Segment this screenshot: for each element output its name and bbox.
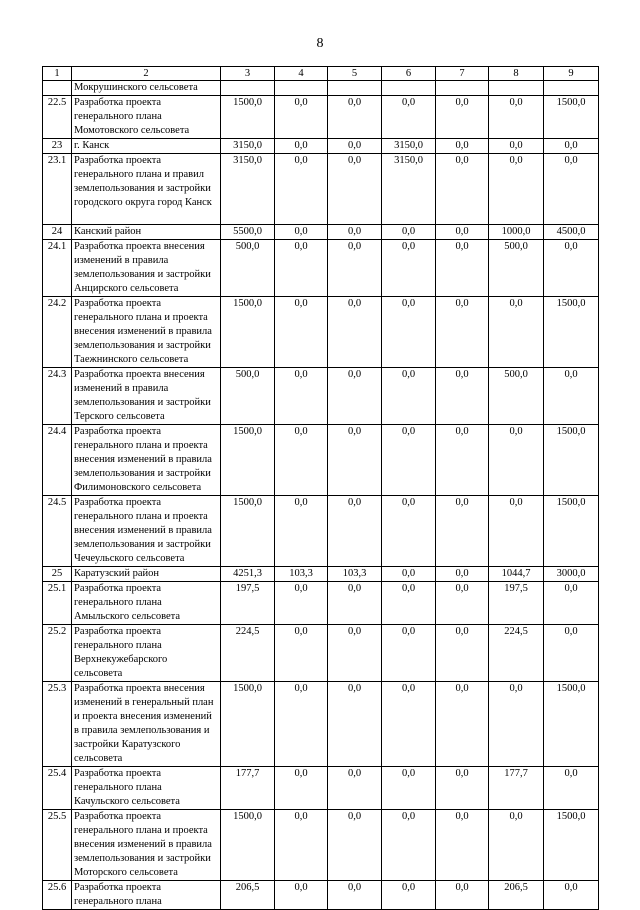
value-cell: 0,0 [382, 767, 436, 810]
value-cell: 0,0 [436, 810, 489, 881]
value-cell: 1500,0 [221, 810, 275, 881]
value-cell: 0,0 [382, 496, 436, 567]
value-cell: 0,0 [382, 297, 436, 368]
value-cell: 0,0 [489, 682, 544, 767]
value-cell: 500,0 [489, 368, 544, 425]
table-row [43, 582, 599, 625]
row-number: 25.2 [43, 625, 72, 682]
value-cell: 4251,3 [221, 567, 275, 582]
value-cell: 3150,0 [221, 139, 275, 154]
header-row [43, 67, 599, 81]
row-number: 23 [43, 139, 72, 154]
value-cell: 0,0 [328, 139, 382, 154]
value-cell: 5500,0 [221, 225, 275, 240]
value-cell: 0,0 [436, 139, 489, 154]
column-header: 9 [544, 67, 599, 81]
row-description: Разработка проекта внесения изменений в генеральный план и проекта внесения изменений в правила землепользования и застройки Каратузского сельсовета [72, 682, 221, 767]
row-number [43, 81, 72, 96]
row-description: Мокрушинского сельсовета [72, 81, 221, 96]
value-cell: 0,0 [544, 625, 599, 682]
value-cell: 0,0 [275, 810, 328, 881]
value-cell: 0,0 [436, 625, 489, 682]
value-cell: 4500,0 [544, 225, 599, 240]
value-cell: 0,0 [275, 682, 328, 767]
value-cell: 0,0 [436, 297, 489, 368]
table-row [43, 368, 599, 425]
row-description: Разработка проекта генерального плана и проекта внесения изменений в правила землепользования и застройки Филимоновского сельсовета [72, 425, 221, 496]
table-row [43, 425, 599, 496]
value-cell: 3000,0 [544, 567, 599, 582]
value-cell: 206,5 [489, 881, 544, 910]
value-cell: 0,0 [275, 240, 328, 297]
value-cell: 1500,0 [221, 682, 275, 767]
table-row [43, 225, 599, 240]
row-description: Разработка проекта генерального плана и проекта внесения изменений в правила землепользования и застройки Моторского сельсовета [72, 810, 221, 881]
row-description: Разработка проекта генерального плана и проекта внесения изменений в правила землепользования и застройки Таежнинского сельсовета [72, 297, 221, 368]
value-cell: 0,0 [328, 225, 382, 240]
value-cell: 1500,0 [544, 810, 599, 881]
value-cell: 0,0 [489, 496, 544, 567]
value-cell: 0,0 [436, 496, 489, 567]
value-cell: 0,0 [328, 682, 382, 767]
row-description: Разработка проекта внесения изменений в правила землепользования и застройки Анцирского сельсовета [72, 240, 221, 297]
value-cell: 0,0 [489, 810, 544, 881]
value-cell: 1500,0 [544, 96, 599, 139]
value-cell: 500,0 [489, 240, 544, 297]
value-cell: 0,0 [382, 425, 436, 496]
value-cell: 3150,0 [382, 154, 436, 225]
table-row [43, 297, 599, 368]
value-cell: 103,3 [328, 567, 382, 582]
value-cell: 197,5 [489, 582, 544, 625]
row-number: 23.1 [43, 154, 72, 225]
value-cell: 0,0 [544, 139, 599, 154]
value-cell: 0,0 [275, 368, 328, 425]
value-cell: 0,0 [382, 810, 436, 881]
value-cell: 0,0 [275, 154, 328, 225]
value-cell: 0,0 [328, 368, 382, 425]
value-cell: 0,0 [436, 682, 489, 767]
row-description: Разработка проекта генерального плана и проекта внесения изменений в правила землепользования и застройки Чечеульского сельсовета [72, 496, 221, 567]
row-description: Разработка проекта генерального плана Амыльского сельсовета [72, 582, 221, 625]
row-number: 25.5 [43, 810, 72, 881]
value-cell: 1500,0 [221, 425, 275, 496]
value-cell: 0,0 [544, 154, 599, 225]
table-row [43, 154, 599, 225]
row-description: Канский район [72, 225, 221, 240]
table-row [43, 240, 599, 297]
value-cell: 0,0 [489, 425, 544, 496]
value-cell: 0,0 [382, 240, 436, 297]
value-cell: 0,0 [436, 567, 489, 582]
value-cell: 0,0 [275, 881, 328, 910]
value-cell: 0,0 [436, 225, 489, 240]
value-cell: 0,0 [275, 625, 328, 682]
value-cell: 0,0 [382, 96, 436, 139]
value-cell: 0,0 [489, 154, 544, 225]
value-cell: 1000,0 [489, 225, 544, 240]
row-number: 25.3 [43, 682, 72, 767]
row-number: 22.5 [43, 96, 72, 139]
value-cell: 103,3 [275, 567, 328, 582]
value-cell: 0,0 [382, 881, 436, 910]
value-cell: 1500,0 [221, 496, 275, 567]
row-description: Разработка проекта генерального плана Момотовского сельсовета [72, 96, 221, 139]
value-cell: 0,0 [382, 682, 436, 767]
row-number: 24.1 [43, 240, 72, 297]
value-cell: 0,0 [382, 368, 436, 425]
value-cell: 0,0 [489, 96, 544, 139]
value-cell: 0,0 [382, 625, 436, 682]
table-row [43, 810, 599, 881]
row-number: 25.4 [43, 767, 72, 810]
value-cell: 0,0 [275, 767, 328, 810]
value-cell [328, 81, 382, 96]
column-header: 8 [489, 67, 544, 81]
value-cell: 1500,0 [544, 297, 599, 368]
value-cell: 0,0 [382, 582, 436, 625]
row-description: Разработка проекта внесения изменений в правила землепользования и застройки Терского сельсовета [72, 368, 221, 425]
value-cell: 177,7 [489, 767, 544, 810]
table-row [43, 682, 599, 767]
value-cell: 0,0 [436, 96, 489, 139]
value-cell: 0,0 [544, 767, 599, 810]
value-cell: 0,0 [544, 368, 599, 425]
value-cell: 0,0 [436, 368, 489, 425]
value-cell: 0,0 [328, 297, 382, 368]
value-cell: 0,0 [328, 96, 382, 139]
row-description: Разработка проекта генерального плана [72, 881, 221, 910]
column-header: 6 [382, 67, 436, 81]
value-cell: 0,0 [328, 810, 382, 881]
value-cell: 1500,0 [544, 682, 599, 767]
table-row [43, 496, 599, 567]
value-cell: 0,0 [544, 240, 599, 297]
value-cell [544, 81, 599, 96]
value-cell: 197,5 [221, 582, 275, 625]
value-cell: 0,0 [436, 767, 489, 810]
value-cell: 0,0 [544, 582, 599, 625]
value-cell: 1500,0 [544, 496, 599, 567]
value-cell: 0,0 [275, 496, 328, 567]
value-cell: 1500,0 [221, 297, 275, 368]
value-cell: 0,0 [436, 425, 489, 496]
table-row [43, 625, 599, 682]
value-cell: 1500,0 [221, 96, 275, 139]
value-cell: 0,0 [275, 425, 328, 496]
value-cell: 0,0 [328, 425, 382, 496]
value-cell: 0,0 [328, 496, 382, 567]
table-row [43, 567, 599, 582]
row-description: Разработка проекта генерального плана Качульского сельсовета [72, 767, 221, 810]
table-row [43, 139, 599, 154]
value-cell: 500,0 [221, 240, 275, 297]
value-cell: 0,0 [275, 96, 328, 139]
row-description: Разработка проекта генерального плана и правил землепользования и застройки городского округа город Канск [72, 154, 221, 225]
value-cell: 1044,7 [489, 567, 544, 582]
value-cell: 206,5 [221, 881, 275, 910]
table-row [43, 81, 599, 96]
value-cell [436, 81, 489, 96]
column-header: 3 [221, 67, 275, 81]
row-number: 25 [43, 567, 72, 582]
value-cell: 0,0 [275, 139, 328, 154]
row-number: 24.5 [43, 496, 72, 567]
column-header: 4 [275, 67, 328, 81]
table-body [43, 81, 599, 910]
value-cell: 0,0 [382, 225, 436, 240]
row-number: 24.4 [43, 425, 72, 496]
page-number: 8 [316, 36, 324, 51]
value-cell [382, 81, 436, 96]
value-cell: 1500,0 [544, 425, 599, 496]
value-cell: 0,0 [382, 567, 436, 582]
value-cell: 0,0 [275, 225, 328, 240]
row-number: 24.2 [43, 297, 72, 368]
row-description: г. Канск [72, 139, 221, 154]
value-cell: 3150,0 [382, 139, 436, 154]
value-cell: 224,5 [221, 625, 275, 682]
value-cell: 0,0 [436, 881, 489, 910]
value-cell [489, 81, 544, 96]
value-cell: 0,0 [328, 767, 382, 810]
value-cell [275, 81, 328, 96]
column-header: 1 [43, 67, 72, 81]
value-cell: 0,0 [275, 297, 328, 368]
budget-table [42, 66, 599, 910]
row-number: 25.6 [43, 881, 72, 910]
value-cell: 0,0 [489, 297, 544, 368]
value-cell: 0,0 [436, 582, 489, 625]
table-row [43, 881, 599, 910]
value-cell: 0,0 [436, 240, 489, 297]
value-cell: 0,0 [328, 582, 382, 625]
value-cell: 0,0 [328, 154, 382, 225]
value-cell: 0,0 [275, 582, 328, 625]
row-number: 25.1 [43, 582, 72, 625]
table-row [43, 767, 599, 810]
value-cell [221, 81, 275, 96]
column-header: 7 [436, 67, 489, 81]
value-cell: 0,0 [489, 139, 544, 154]
column-header: 5 [328, 67, 382, 81]
table-row [43, 96, 599, 139]
value-cell: 177,7 [221, 767, 275, 810]
row-number: 24.3 [43, 368, 72, 425]
value-cell: 0,0 [328, 625, 382, 682]
value-cell: 3150,0 [221, 154, 275, 225]
value-cell: 0,0 [328, 881, 382, 910]
row-description: Разработка проекта генерального плана Верхнекужебарского сельсовета [72, 625, 221, 682]
row-description: Каратузский район [72, 567, 221, 582]
value-cell: 0,0 [436, 154, 489, 225]
value-cell: 224,5 [489, 625, 544, 682]
value-cell: 500,0 [221, 368, 275, 425]
value-cell: 0,0 [328, 240, 382, 297]
value-cell: 0,0 [544, 881, 599, 910]
row-number: 24 [43, 225, 72, 240]
column-header: 2 [72, 67, 221, 81]
